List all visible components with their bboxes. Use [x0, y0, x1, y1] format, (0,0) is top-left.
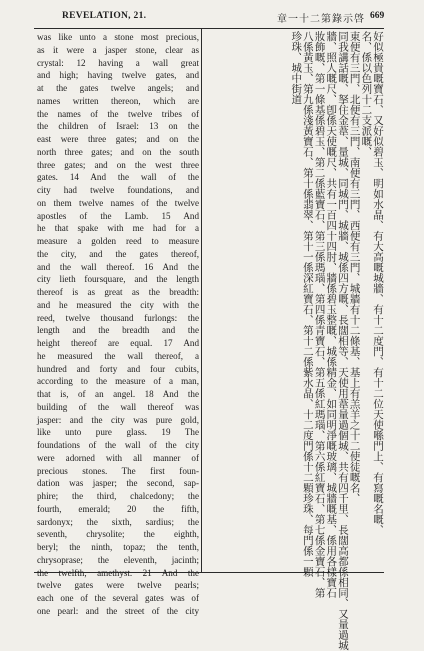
english-line: reed, twelve thousand furlongs: the — [37, 312, 199, 323]
english-line: phire; the third, chalcedony; the — [37, 491, 199, 501]
english-line: three gates; and on the west three — [37, 159, 199, 170]
chinese-column: 名、係以色列十二支派嘅、 — [360, 31, 373, 157]
english-line: measure a golden reed to measure — [37, 236, 199, 246]
english-line: the city, and the gates thereof, — [37, 248, 199, 259]
page-header — [30, 0, 394, 25]
english-line: dation was jasper; the second, sap- — [37, 478, 199, 489]
english-line: length and the breadth and the — [37, 325, 199, 336]
english-line: crystal: 12 having a wall great — [37, 57, 199, 68]
book-chapter-title: REVELATION, 21. — [62, 11, 147, 21]
english-line: and he measured the city with the — [37, 299, 199, 310]
english-line: according to the measure of a man, — [37, 376, 199, 387]
english-line: apostles of the Lamb. 15 And — [37, 210, 199, 221]
english-line: precious stones. The first foun- — [37, 465, 199, 476]
english-line: beryl; the ninth, topaz; the tenth, — [37, 542, 199, 552]
chinese-column: 八係黃玉、第九係淺黃寶石、第十係翡翠、第十一係深紅寶石、第十二係紫水晶、十二度門係十二顆珍珠、每門係一顆 — [301, 31, 314, 577]
english-line: thereof is as great as the breadth: — [37, 287, 199, 297]
chinese-column: 珍珠、城中街道 — [290, 31, 303, 105]
chinese-column: 妝飾嘅、第一條基係碧玉、第二係藍寶石、第三係瑪瑙、第四係青寶石、第五係紅瑪瑙、第六係紅寶石、第七係金寶石、第 — [313, 31, 326, 598]
column-divider — [201, 28, 202, 572]
english-line: city had twelve foundations, and — [37, 185, 199, 195]
page-number: 669 — [370, 11, 385, 21]
english-line: at the gates twelve angels; and — [37, 83, 199, 93]
english-line: chrysoprase; the eleventh, jacinth; — [37, 554, 199, 565]
english-line: hundred and forty and four cubits, — [37, 363, 199, 374]
chinese-column: 東便有三門、北便有三門、南便有三門、西便有三門、城牆有十二條基、基上有羔羊之十二使徒嘅名、 — [348, 31, 361, 504]
english-line: twelve gates were twelve pearls; — [37, 580, 199, 591]
english-line: building of the wall thereof was — [37, 401, 199, 412]
english-line: he that spake with me had for a — [37, 223, 199, 234]
english-line: were adorned with all manner of — [37, 452, 199, 463]
english-line: as it were a jasper stone, clear as — [37, 44, 199, 55]
english-line: height thereof are equal. 17 And — [37, 338, 199, 348]
english-line: gates. 14 And the wall of the — [37, 172, 199, 183]
english-line: names written thereon, which are — [37, 95, 199, 106]
english-line: north three gates; and on the south — [37, 146, 199, 157]
chinese-chapter-title: 章一十二第錄示啓 — [277, 14, 365, 25]
english-line: seventh, chrysolite; the eighth, — [37, 529, 199, 540]
chinese-column: 好似極貴嘅寶石、又好似碧玉、明如水晶、有大高嘅城牆、有十二度門、有十二位天使喺門上、有寫嘅名嘅、 — [372, 31, 384, 535]
english-line: the children of Israel: 13 on the — [37, 121, 199, 132]
english-line: and high; having twelve gates, and — [37, 70, 199, 81]
english-line: on them twelve names of the twelve — [37, 197, 199, 208]
chinese-column: 同我講話嘅、拏住金葦、量城、同城門、城牆、城係四方嘅、長闊相等、天使用葦量過個城、共有四千里、長闊高都係相同、又量過城 — [336, 31, 349, 651]
english-line: one pearl: and the street of the city — [37, 605, 199, 616]
english-line: fourth, emerald; 20 the fifth, — [37, 503, 199, 514]
english-text-column — [37, 31, 199, 616]
english-line: each one of the several gates was of — [37, 593, 199, 603]
english-line: like unto pure glass. 19 The — [37, 427, 199, 438]
english-line: east were three gates; and on the — [37, 134, 199, 144]
chinese-text-column — [205, 31, 384, 651]
english-line: the twelfth, amethyst. 21 And the — [37, 567, 199, 578]
top-rule — [34, 28, 384, 29]
english-line: foundations of the wall of the city — [37, 440, 199, 450]
english-line: he measured the wall thereof, a — [37, 350, 199, 361]
english-line: jasper: and the city was pure gold, — [37, 414, 199, 425]
english-line: was like unto a stone most precious, — [37, 32, 199, 42]
english-line: sardonyx; the sixth, sardius; the — [37, 516, 199, 527]
english-line: the names of the twelve tribes of — [37, 108, 199, 119]
english-line: and the wall thereof. 16 And the — [37, 261, 199, 272]
english-line: city lieth foursquare, and the length — [37, 274, 199, 285]
english-line: that is, of an angel. 18 And the — [37, 389, 199, 399]
chinese-column: 牆、照人嘅尺、卽係天使嘅尺、共有一百四十四肘、牆係碧玉整嘅、城係精金、如同明淨嘅玻璃、城牆嘅基、係用各樣寶石 — [325, 31, 338, 598]
